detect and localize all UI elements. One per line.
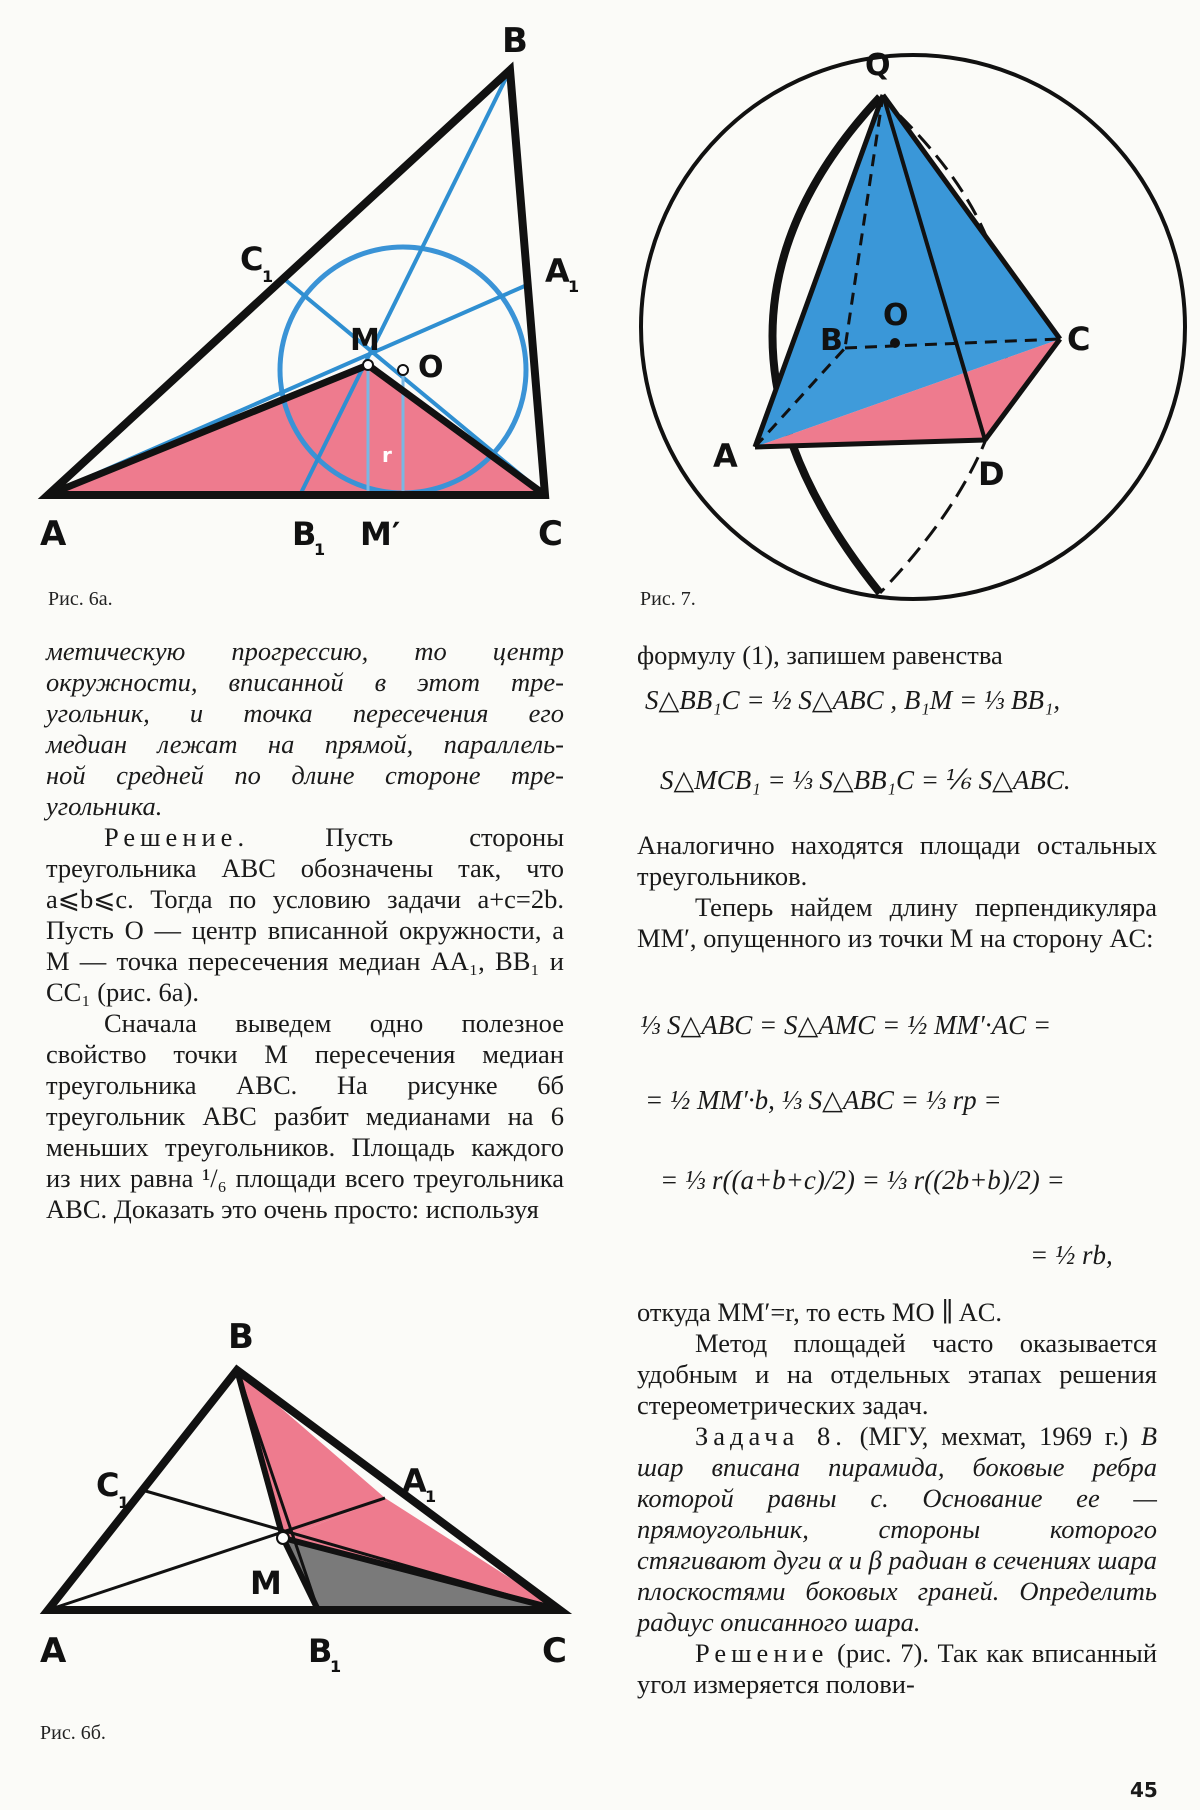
formula-intro: формулу (1), запишем равенства bbox=[637, 640, 1003, 670]
label-c1: C bbox=[240, 240, 264, 278]
analog-paragraph: Аналогично находятся площади остальных треугольников. bbox=[637, 830, 1157, 891]
method-paragraph: Метод площадей часто оказывается удобным и на отдельных этапах решения стереометрических задач. bbox=[637, 1328, 1157, 1420]
figure-7 bbox=[635, 45, 1195, 605]
left-column-text bbox=[46, 636, 564, 1225]
solution-text: Пусть стороны треугольника ABC обозначены так, что a⩽b⩽c. Тогда по условию задачи a+c=2b. Пусть O — центр вписанной окружности, а M — точка пересечения медиан AA₁, BB₁ и CC₁ (рис. 6а). bbox=[46, 822, 564, 1007]
point-o bbox=[398, 365, 408, 375]
label-d: D bbox=[978, 455, 1005, 493]
equation-1 bbox=[645, 685, 1060, 716]
label-a: A bbox=[40, 514, 67, 554]
right-column-mid bbox=[637, 830, 1157, 954]
right-column-intro bbox=[637, 640, 1157, 671]
solution7-text: (рис. 7). Так как вписанный угол измеряется полови- bbox=[637, 1638, 1157, 1699]
caption-fig6b: Рис. 6б. bbox=[40, 1722, 106, 1744]
equation-5-text: = ⅓ r((a+b+c)/2) = ⅓ r((2b+b)/2) = bbox=[660, 1165, 1065, 1195]
label-a: A bbox=[713, 437, 738, 475]
point-m bbox=[363, 360, 373, 370]
label-b: B bbox=[228, 1317, 254, 1357]
task-word: Задача 8. bbox=[695, 1421, 847, 1451]
solution-word: Решение. bbox=[104, 822, 250, 852]
equation-2-text: S△MCB₁ = ⅓ S△BB₁C = ⅙ S△ABC. bbox=[660, 765, 1071, 795]
equation-6-text: = ½ rb, bbox=[1030, 1240, 1113, 1270]
conclusion-line: откуда MM′=r, то есть MO ∥ AC. bbox=[637, 1297, 1003, 1327]
solution7-paragraph bbox=[637, 1638, 1157, 1700]
equation-6 bbox=[1030, 1240, 1113, 1271]
label-r: r bbox=[382, 443, 392, 467]
point-m bbox=[277, 1532, 289, 1544]
label-b: B bbox=[502, 21, 528, 61]
label-b: B bbox=[820, 323, 843, 358]
theorem-line-2: окружности, вписанной в этот тре- bbox=[46, 667, 564, 697]
perpendicular-paragraph: Теперь найдем длину перпендикуляра MM′, опущенного из точки M на сторону AC: bbox=[637, 892, 1157, 953]
label-m: M bbox=[250, 1564, 282, 1602]
label-c: C bbox=[542, 1631, 567, 1671]
label-a1: A bbox=[402, 1462, 427, 1500]
label-mprime: M′ bbox=[360, 515, 401, 553]
solution7-word: Решение bbox=[695, 1638, 829, 1668]
figure-6a bbox=[30, 20, 590, 580]
label-a1-sub: 1 bbox=[568, 277, 580, 296]
label-c1-sub: 1 bbox=[118, 1493, 130, 1512]
label-m: M bbox=[350, 323, 380, 358]
theorem-line-3: угольник, и точка пересечения его bbox=[46, 698, 564, 728]
label-o: O bbox=[418, 350, 444, 385]
equation-1-text: S△BB₁C = ½ S△ABC , B₁M = ⅓ BB₁, bbox=[645, 685, 1061, 715]
center-o bbox=[890, 338, 900, 348]
label-o: O bbox=[883, 298, 909, 333]
label-c: C bbox=[1067, 320, 1091, 358]
caption-fig7: Рис. 7. bbox=[640, 588, 696, 610]
label-a1-sub: 1 bbox=[425, 1487, 437, 1506]
equation-4-text: = ½ MM′·b, ⅓ S△ABC = ⅓ rp = bbox=[645, 1085, 1002, 1115]
task-text: В шар вписана пирамида, боковые ребра которой равны c. Основание ее — прямоугольник, стороны которого стягивают дуги α и β радиан в сечениях шара плоскостями боковых граней. Определить радиус описанного шара. bbox=[637, 1421, 1157, 1637]
label-a1: A bbox=[545, 252, 570, 290]
right-column-bottom bbox=[637, 1297, 1157, 1700]
property-paragraph: Сначала выведем одно полезное свойство точки M пересечения медиан треугольника ABC. На рисунке 6б треугольник ABC разбит медианами на 6 меньших треугольников. Площадь каждого из них равна ¹/₆ площади всего треугольника ABC. Доказать это очень просто: используя bbox=[46, 1008, 564, 1224]
label-c1: C bbox=[96, 1466, 120, 1504]
label-b1-sub: 1 bbox=[314, 540, 326, 559]
equation-3-text: ⅓ S△ABC = S△AMC = ½ MM′·AC = bbox=[640, 1010, 1052, 1040]
theorem-line-5: ной средней по длине стороне тре- bbox=[46, 760, 564, 790]
theorem-line-4: медиан лежат на прямой, параллель- bbox=[46, 729, 564, 759]
figure-6b bbox=[30, 1310, 590, 1710]
label-q: Q bbox=[865, 48, 891, 83]
label-a: A bbox=[40, 1631, 67, 1671]
label-c1-sub: 1 bbox=[262, 267, 274, 286]
label-b1: B bbox=[308, 1632, 333, 1670]
equation-5 bbox=[660, 1165, 1065, 1196]
theorem-line-6: угольника. bbox=[46, 791, 163, 821]
equation-2 bbox=[660, 765, 1071, 796]
task-source: (МГУ, мехмат, 1969 г.) bbox=[859, 1421, 1129, 1451]
page-number: 45 bbox=[1130, 1778, 1158, 1802]
theorem-line-1: метическую прогрессию, то центр bbox=[46, 636, 564, 666]
solution-paragraph bbox=[46, 822, 564, 1008]
task-paragraph bbox=[637, 1421, 1157, 1638]
label-b1: B bbox=[292, 515, 317, 553]
caption-fig6a: Рис. 6а. bbox=[48, 588, 113, 610]
equation-3 bbox=[640, 1010, 1051, 1041]
label-b1-sub: 1 bbox=[330, 1657, 342, 1676]
label-c: C bbox=[538, 514, 563, 554]
equation-4 bbox=[645, 1085, 1002, 1116]
